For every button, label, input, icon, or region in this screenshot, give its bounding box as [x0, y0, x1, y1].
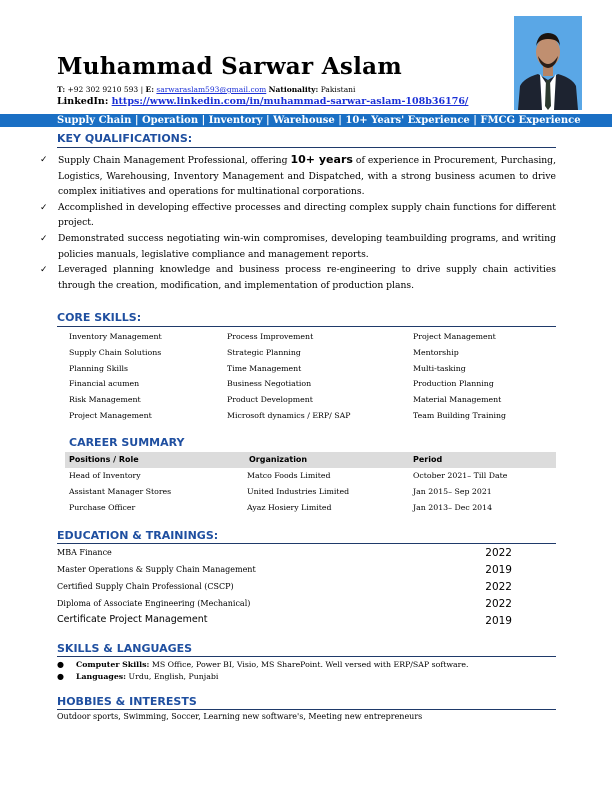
education-item [57, 582, 512, 591]
core-skills-rule [57, 326, 556, 327]
education-year: 2019 [485, 615, 512, 627]
languages-text: Urdu, English, Punjabi [128, 672, 219, 681]
skills-languages-title: SKILLS & LANGUAGES [57, 642, 193, 655]
education-item [57, 548, 512, 557]
key-qualifications-list [40, 152, 556, 293]
career-period: Jan 2015– Sep 2021 [413, 487, 492, 496]
computer-skills-text: MS Office, Power BI, Visio, MS SharePoint. Well versed with ERP/SAP software. [151, 660, 469, 669]
profile-photo-illustration [514, 16, 582, 110]
core-skills-column-3 [413, 329, 506, 424]
qualification-text: Leveraged planning knowledge and business process re-engineering to drive supply chain activities through the creation, modification, and implementation of production plans. [58, 264, 556, 291]
career-summary-title: CAREER SUMMARY [69, 436, 185, 449]
qualification-item [40, 200, 556, 231]
qualification-text: Accomplished in developing effective processes and directing complex supply chain functions for different project. [58, 201, 556, 229]
computer-skills-item [57, 660, 469, 669]
bullet-icon: ● [57, 672, 64, 681]
education-title: EDUCATION & TRAININGS: [57, 529, 219, 542]
education-rule [57, 543, 556, 544]
core-skill: Production Planning [413, 379, 494, 389]
computer-skills-label: Computer Skills: [76, 660, 150, 669]
education-year: 2022 [485, 581, 512, 593]
bullet-icon: ● [57, 660, 64, 669]
nationality-value: Pakistani [320, 85, 356, 94]
core-skill: Mentorship [413, 347, 459, 357]
core-skills-column-2 [227, 329, 351, 424]
hobbies-rule [57, 709, 556, 710]
skills-languages-rule [57, 656, 556, 657]
education-year: 2022 [485, 598, 512, 610]
qualification-item [40, 262, 556, 293]
career-role: Assistant Manager Stores [69, 487, 172, 496]
core-skills-title: CORE SKILLS: [57, 311, 142, 324]
education-item [57, 614, 512, 625]
core-skill: Multi-tasking [413, 363, 466, 373]
phone-number: +92 302 9210 593 [67, 85, 139, 94]
core-skill: Planning Skills [69, 363, 128, 373]
education-year: 2019 [485, 564, 512, 576]
check-icon: ✓ [40, 201, 48, 213]
career-period: October 2021– Till Date [413, 471, 508, 480]
phone-label: T: [57, 85, 66, 94]
languages-item [57, 672, 218, 681]
headline-text: Supply Chain | Operation | Inventory | Warehouse | 10+ Years' Experience | FMCG Experience [57, 115, 581, 126]
education-name: Certified Supply Chain Professional (CSCP) [57, 582, 234, 591]
linkedin-label: LinkedIn: [57, 96, 109, 107]
core-skill: Project Management [413, 332, 496, 341]
education-year: 2022 [485, 547, 512, 559]
core-skill: Process Improvement [227, 332, 314, 341]
core-skill: Supply Chain Solutions [69, 347, 162, 357]
core-skill: Project Management [69, 410, 152, 420]
education-name: Master Operations & Supply Chain Management [57, 565, 256, 574]
hobbies-title: HOBBIES & INTERESTS [57, 695, 197, 708]
qualification-highlight: 10+ years [290, 153, 353, 166]
check-icon: ✓ [40, 232, 48, 244]
profile-photo [514, 16, 582, 110]
linkedin-link[interactable]: https://www.linkedin.com/in/muhammad-sarwar-aslam-108b36176/ [111, 96, 469, 107]
qualification-text: Supply Chain Management Professional, offering [58, 155, 288, 166]
languages-label: Languages: [76, 672, 127, 681]
core-skill: Inventory Management [69, 332, 162, 341]
email-link[interactable]: sarwaraslam593@gmail.com [156, 85, 267, 94]
career-header-period: Period [413, 455, 443, 464]
candidate-name: Muhammad Sarwar Aslam [57, 53, 402, 80]
education-name: Certificate Project Management [57, 614, 208, 625]
key-qualifications-rule [57, 147, 556, 148]
check-icon: ✓ [40, 264, 48, 276]
core-skill: Strategic Planning [227, 347, 301, 357]
career-role: Purchase Officer [69, 503, 136, 512]
core-skill: Business Negotiation [227, 379, 312, 389]
career-organization: Ayaz Hosiery Limited [247, 503, 332, 512]
core-skills-column-1 [69, 329, 162, 424]
linkedin-line [57, 96, 468, 107]
career-organization: United Industries Limited [247, 487, 350, 496]
contact-line: T: +92 302 9210 593 | E: sarwaraslam593@gmail.com Nationality: Pakistani [57, 85, 356, 94]
check-icon: ✓ [40, 154, 48, 165]
career-role: Head of Inventory [69, 471, 141, 480]
core-skill: Material Management [413, 395, 502, 405]
email-label: E: [145, 85, 154, 94]
core-skill: Microsoft dynamics / ERP/ SAP [227, 410, 351, 420]
education-item [57, 565, 512, 574]
qualification-text: of experience in Procurement, Purchasing, Logistics, Warehousing, Inventory Management and Dispatched, with a strong business acumen to drive complex initiatives and operations for multinational corporations. [58, 155, 556, 198]
core-skill: Product Development [227, 395, 313, 405]
qualification-item [40, 152, 556, 200]
core-skill: Risk Management [69, 395, 141, 405]
core-skill: Financial acumen [69, 379, 140, 389]
qualification-text: Demonstrated success negotiating win-win compromises, developing teambuilding programs, and writing policies manuals, legislative compliance and management reports. [58, 232, 556, 260]
career-header-role: Positions / Role [69, 455, 139, 464]
qualification-item [40, 231, 556, 262]
education-name: MBA Finance [57, 548, 112, 557]
hobbies-text: Outdoor sports, Swimming, Soccer, Learning new software's, Meeting new entrepreneurs [57, 712, 423, 721]
key-qualifications-title: KEY QUALIFICATIONS: [57, 132, 193, 145]
career-header-organization: Organization [249, 455, 308, 464]
career-period: Jan 2013– Dec 2014 [413, 503, 493, 512]
core-skill: Team Building Training [413, 410, 507, 420]
education-name: Diploma of Associate Engineering (Mechanical) [57, 599, 251, 608]
career-table-header [65, 452, 556, 468]
core-skill: Time Management [227, 363, 302, 373]
nationality-label: Nationality: [268, 85, 319, 94]
education-item [57, 599, 512, 608]
career-organization: Matco Foods Limited [247, 471, 331, 480]
